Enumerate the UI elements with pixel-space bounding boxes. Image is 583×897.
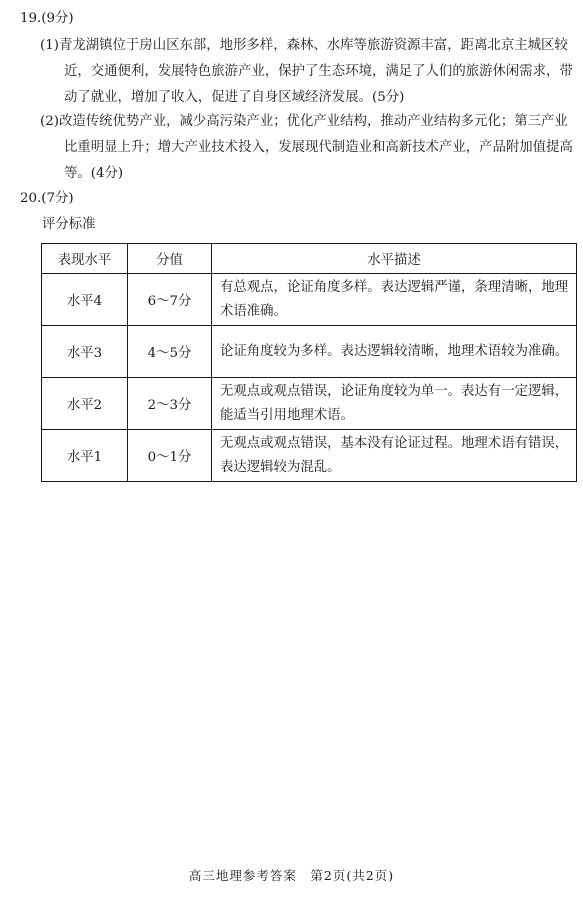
scoring-criteria-label: 评分标准 <box>42 217 96 232</box>
level-cell: 水平1 <box>42 430 128 482</box>
q19-p2-continuation: 比重明显上升；增大产业技术投入，发展现代制造业和高新技术产业，产品附加值提高等。(4分) <box>64 140 573 181</box>
description-cell: 无观点或观点错误，基本没有论证过程。地理术语有错误，表达逻辑较为混乱。 <box>212 430 577 482</box>
description-cell: 论证角度较为多样。表达逻辑较清晰，地理术语较为准确。 <box>212 326 577 378</box>
q19-p2-first-line: (2)改造传统优势产业，减少高污染产业；优化产业结构，推动产业结构多元化；第三产业 <box>40 114 568 129</box>
level-cell: 水平4 <box>42 274 128 326</box>
description-cell: 无观点或观点错误，论证角度较为单一。表达有一定逻辑，能适当引用地理术语。 <box>212 378 577 430</box>
q19-p1-continuation: 近，交通便利，发展特色旅游产业，保护了生态环境，满足了人们的旅游休闲需求，带动了就业，增加了收入，促进了自身区域经济发展。(5分) <box>64 64 573 105</box>
table-row <box>42 430 577 482</box>
score-cell: 6～7分 <box>128 274 212 326</box>
table-row <box>42 274 577 326</box>
scoring-table <box>41 243 577 482</box>
level-cell: 水平2 <box>42 378 128 430</box>
score-cell: 0～1分 <box>128 430 212 482</box>
score-cell: 2～3分 <box>128 378 212 430</box>
score-cell: 4～5分 <box>128 326 212 378</box>
question-19-part-2 <box>40 109 576 187</box>
question-19-heading: 19.(9分) <box>20 11 74 26</box>
q19-p1-first-line: (1)青龙湖镇位于房山区东部，地形多样，森林、水库等旅游资源丰富，距离北京主城区较 <box>40 38 568 53</box>
header-level: 表现水平 <box>42 244 128 274</box>
table-header-row <box>42 244 577 274</box>
question-19-part-1 <box>40 33 576 111</box>
question-20-heading: 20.(7分) <box>20 191 74 206</box>
table-row <box>42 378 577 430</box>
header-description: 水平描述 <box>212 244 577 274</box>
level-cell: 水平3 <box>42 326 128 378</box>
header-score: 分值 <box>128 244 212 274</box>
table-row <box>42 326 577 378</box>
page-footer: 高三地理参考答案 第2页(共2页) <box>188 868 395 883</box>
description-cell: 有总观点，论证角度多样。表达逻辑严谨，条理清晰，地理术语准确。 <box>212 274 577 326</box>
